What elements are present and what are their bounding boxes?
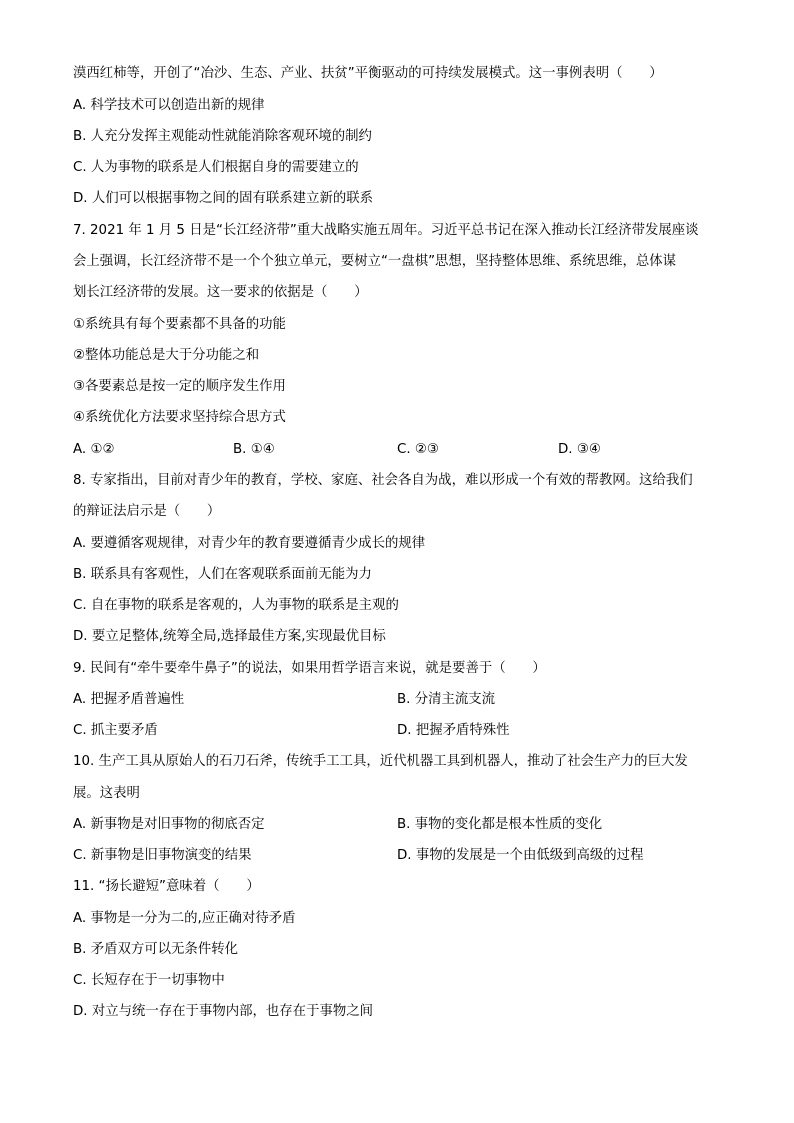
q7-stem-line-3: 划长江经济带的发展。这一要求的依据是（ ） (73, 285, 368, 300)
q10-option-a: A. 新事物是对旧事物的彻底否定 (73, 817, 265, 832)
q7-option-a: A. ①② (73, 442, 115, 457)
q8-option-c: C. 自在事物的联系是客观的，人为事物的联系是主观的 (73, 598, 399, 613)
q7-stem-line-2: 会上强调，长江经济带不是一个个独立单元，要树立“一盘棋”思想，坚持整体思维、系统思维，总体谋 (73, 254, 677, 269)
q7-stem-line-1: 7. 2021 年 1 月 5 日是“长江经济带”重大战略实施五周年。习近平总书记在深入推动长江经济带发展座谈 (73, 223, 699, 238)
q10-stem-line-1: 10. 生产工具从原始人的石刀石斧，传统手工工具，近代机器工具到机器人，推动了社会生产力的巨大发 (73, 754, 688, 769)
q6-stem-tail: 漠西红柿等，开创了“冶沙、生态、产业、扶贫”平衡驱动的可持续发展模式。这一事例表明（ ） (73, 66, 663, 81)
q11-option-b: B. 矛盾双方可以无条件转化 (73, 942, 238, 957)
q8-stem-line-2: 的辩证法启示是（ ） (73, 504, 221, 519)
q6-option-b: B. 人充分发挥主观能动性就能消除客观环境的制约 (73, 129, 372, 144)
q8-option-a: A. 要遵循客观规律，对青少年的教育要遵循青少成长的规律 (73, 536, 426, 551)
q11-option-d: D. 对立与统一存在于事物内部，也存在于事物之间 (73, 1004, 374, 1019)
q11-option-c: C. 长短存在于一切事物中 (73, 973, 225, 988)
q10-option-d: D. 事物的发展是一个由低级到高级的过程 (397, 848, 644, 863)
q7-option-c: C. ②③ (397, 442, 439, 457)
q6-option-d: D. 人们可以根据事物之间的固有联系建立新的联系 (73, 191, 374, 206)
q11-option-a: A. 事物是一分为二的,应正确对待矛盾 (73, 911, 296, 926)
q6-option-c: C. 人为事物的联系是人们根据自身的需要建立的 (73, 160, 359, 175)
q10-stem-line-2: 展。这表明 (73, 786, 140, 801)
q8-stem-line-1: 8. 专家指出，目前对青少年的教育，学校、家庭、社会各自为战，难以形成一个有效的帮教网。这给我们 (73, 473, 693, 488)
q9-option-c: C. 抓主要矛盾 (73, 723, 158, 738)
q11-stem: 11. “扬长避短”意味着（ ） (73, 879, 260, 894)
q7-option-d: D. ③④ (558, 442, 601, 457)
q7-statement-3: ③各要素总是按一定的顺序发生作用 (73, 379, 286, 394)
q9-stem: 9. 民间有“牵牛要牵牛鼻子”的说法，如果用哲学语言来说，就是要善于（ ） (73, 661, 546, 676)
q7-statement-2: ②整体功能总是大于分功能之和 (73, 348, 260, 363)
q8-option-d: D. 要立足整体,统筹全局,选择最佳方案,实现最优目标 (73, 629, 386, 644)
q9-option-a: A. 把握矛盾普遍性 (73, 692, 185, 707)
q9-option-b: B. 分清主流支流 (397, 692, 496, 707)
q7-statement-1: ①系统具有每个要素都不具备的功能 (73, 317, 286, 332)
q10-option-b: B. 事物的变化都是根本性质的变化 (397, 817, 603, 832)
q8-option-b: B. 联系具有客观性，人们在客观联系面前无能为力 (73, 567, 372, 582)
q6-option-a: A. 科学技术可以创造出新的规律 (73, 98, 265, 113)
q9-option-d: D. 把握矛盾特殊性 (397, 723, 510, 738)
q7-statement-4: ④系统优化方法要求坚持综合思方式 (73, 410, 286, 425)
q7-option-b: B. ①④ (233, 442, 275, 457)
q10-option-c: C. 新事物是旧事物演变的结果 (73, 848, 252, 863)
